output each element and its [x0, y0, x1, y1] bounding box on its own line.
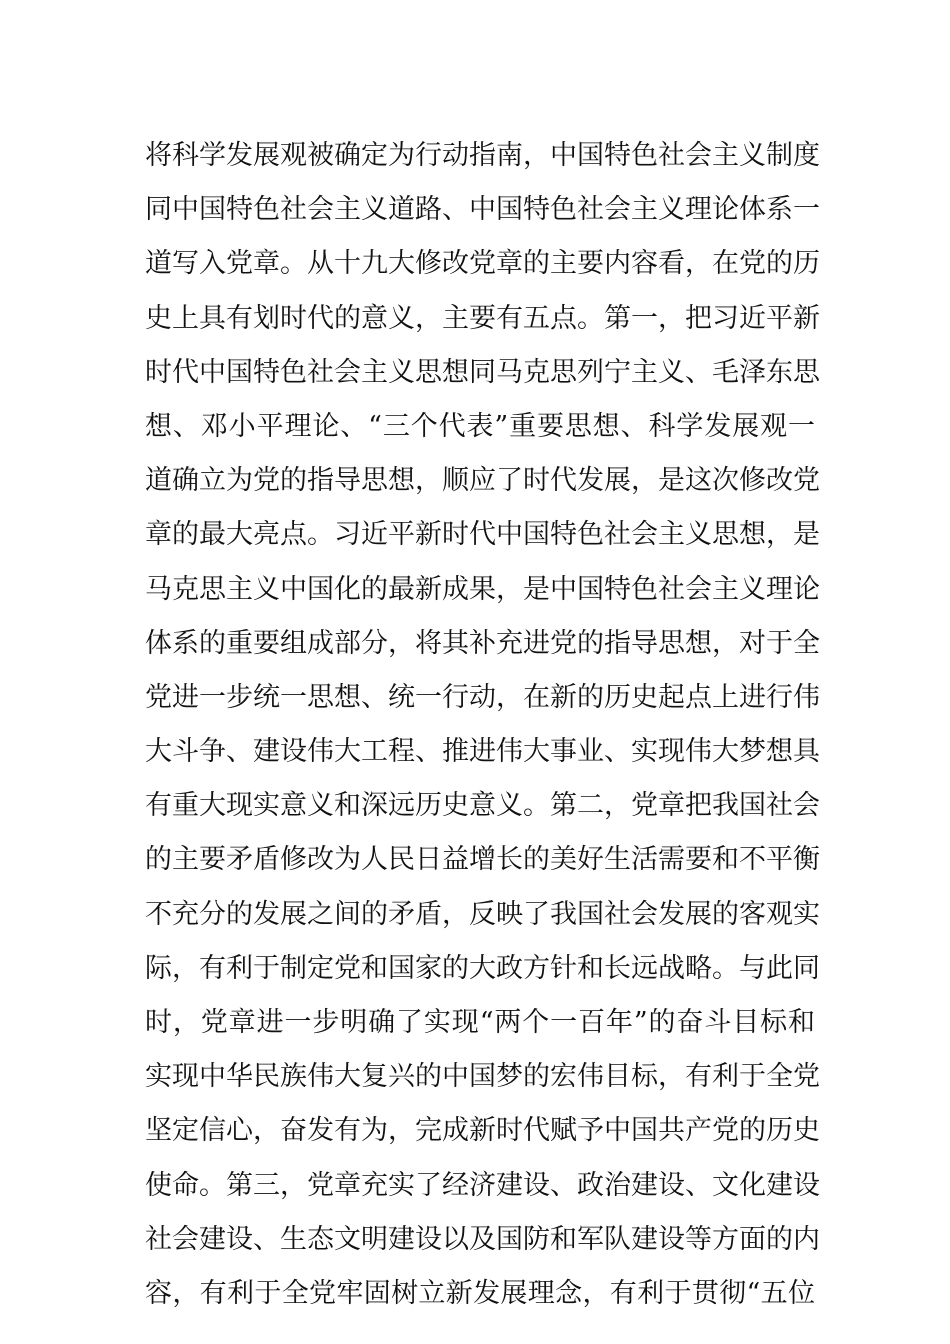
text-line: 不充分的发展之间的矛盾，反映了我国社会发展的客观实 [145, 898, 820, 930]
text-line: 大斗争、建设伟大工程、推进伟大事业、实现伟大梦想具 [145, 736, 820, 768]
text-line: 章的最大亮点。习近平新时代中国特色社会主义思想，是 [145, 519, 820, 551]
text-line: 容，有利于全党牢固树立新发展理念，有利于贯彻“五位 [145, 1277, 815, 1309]
text-line: 想、邓小平理论、“三个代表”重要思想、科学发展观一 [145, 410, 815, 442]
text-line: 实现中华民族伟大复兴的中国梦的宏伟目标，有利于全党 [145, 1061, 820, 1093]
text-line: 有重大现实意义和深远历史意义。第二，党章把我国社会 [145, 790, 820, 822]
text-line: 同中国特色社会主义道路、中国特色社会主义理论体系一 [145, 194, 820, 226]
text-line: 的主要矛盾修改为人民日益增长的美好生活需要和不平衡 [145, 844, 820, 876]
text-line: 时，党章进一步明确了实现“两个一百年”的奋斗目标和 [145, 1007, 815, 1038]
text-line: 社会建设、生态文明建设以及国防和军队建设等方面的内 [145, 1223, 820, 1255]
text-line: 际，有利于制定党和国家的大政方针和长远战略。与此同 [145, 952, 820, 984]
text-line: 史上具有划时代的意义，主要有五点。第一，把习近平新 [145, 302, 820, 334]
text-line: 党进一步统一思想、统一行动，在新的历史起点上进行伟 [145, 681, 820, 713]
text-line: 体系的重要组成部分，将其补充进党的指导思想，对于全 [145, 627, 820, 659]
text-line: 时代中国特色社会主义思想同马克思列宁主义、毛泽东思 [145, 356, 820, 388]
text-line: 道写入党章。从十九大修改党章的主要内容看，在党的历 [145, 248, 820, 280]
text-line: 道确立为党的指导思想，顺应了时代发展，是这次修改党 [145, 465, 820, 497]
text-line: 坚定信心，奋发有为，完成新时代赋予中国共产党的历史 [145, 1115, 820, 1147]
text-line: 将科学发展观被确定为行动指南，中国特色社会主义制度 [145, 140, 820, 171]
text-line: 使命。第三，党章充实了经济建设、政治建设、文化建设 [145, 1169, 820, 1201]
body-paragraph [145, 129, 820, 1321]
text-line: 马克思主义中国化的最新成果，是中国特色社会主义理论 [145, 573, 820, 605]
